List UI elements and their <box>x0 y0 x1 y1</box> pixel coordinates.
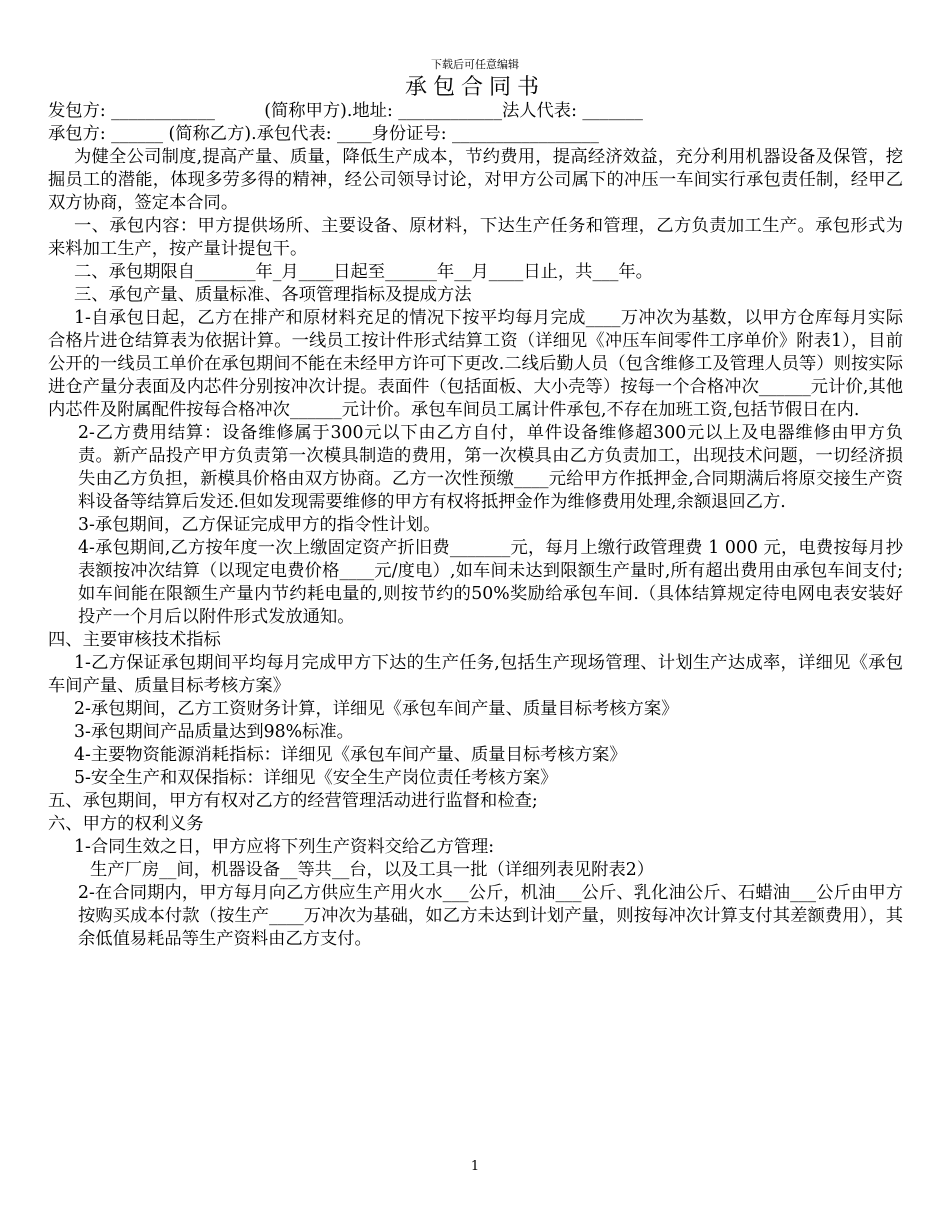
section-6-heading: 六、甲方的权利义务 <box>48 814 204 834</box>
clause-3-1: 1-自承包日起，乙方在排产和原材料充足的情况下按平均每月完成____万冲次为基数，以甲方仓库每月实际合格片进仓结算表为依据计算。一线员工按计件形式结算工资（详细见《冲压车间零件工序单价》附表1），目前公开的一线员工单价在承包期间不能在未经甲方许可下更改.二线后勤人员（包含维修工及管理人员等）则按实际进仓产量分表面及内芯件分别按冲次计提。表面件（包括面板、大小壳等）按每一个合格冲次______元计价,其他内芯件及附属配件按每合格冲次______元计价。承包车间员工属计件承包,不存在加班工资,包括节假日在内. <box>48 308 903 420</box>
preamble-paragraph: 为健全公司制度,提高产量、质量，降低生产成本，节约费用，提高经济效益，充分利用机器设备及保管，挖掘员工的潜能，体现多劳多得的精神，经公司领导讨论，对甲方公司属下的冲压一车间实行承包责任制，经甲乙双方协商，签定本合同。 <box>48 147 903 213</box>
page-number: 1 <box>470 1159 480 1174</box>
clause-3-2: 2-乙方费用结算：设备维修属于300元以下由乙方自付，单件设备维修超300元以上及电器维修由甲方负责。新产品投产甲方负责第一次模具制造的费用，第一次模具由乙方负责加工，出现技术问题，一切经济损失由乙方负担，新模具价格由双方协商。乙方一次性预缴____元给甲方作抵押金,合同期满后将原交接生产资料设备等结算后发还.但如发现需要维修的甲方有权将抵押金作为维修费用处理,余额退回乙方. <box>78 423 903 512</box>
clause-3-3: 3-承包期间，乙方保证完成甲方的指令性计划。 <box>78 515 441 535</box>
clause-4-4: 4-主要物资能源消耗指标：详细见《承包车间产量、质量目标考核方案》 <box>74 745 627 765</box>
clause-4-3: 3-承包期间产品质量达到98%标准。 <box>74 722 354 742</box>
section-3-heading: 三、承包产量、质量标准、各项管理指标及提成方法 <box>74 285 472 305</box>
clause-3-4: 4-承包期间,乙方按年度一次上缴固定资产折旧费_______元，每月上缴行政管理费 1 000 元，电费按每月抄表额按冲次结算（以现定电费价格____元/度电）,如车间未达到限额生产量时,所有超出费用由承包车间支付;如车间能在限额生产量内节约耗电量的,则按节约的50%奖励给承包车间.（具体结算规定待电网电表安装好投产一个月后以附件形式发放通知。 <box>78 538 903 627</box>
section-1-paragraph: 一、承包内容：甲方提供场所、主要设备、原材料，下达生产任务和管理，乙方负责加工生产。承包形式为来料加工生产，按产量计提包干。 <box>48 216 903 259</box>
section-5-heading: 五、承包期间，甲方有权对乙方的经营管理活动进行监督和检查; <box>48 791 538 811</box>
party-a-line: 发包方: ____________ (简称甲方).地址: ____________法人代表: _______ <box>48 101 643 121</box>
clause-6-2: 2-在合同期内，甲方每月向乙方供应生产用火水___公斤，机油___公斤、乳化油公斤、石蜡油___公斤由甲方按购买成本付款（按生产____万冲次为基础，如乙方未达到计划产量，则按每冲次计算支付其差额费用），其余低值易耗品等生产资料由乙方支付。 <box>78 883 903 949</box>
contract-body <box>48 100 903 951</box>
watermark-text: 下载后可任意编辑 <box>431 58 519 71</box>
clause-6-1-detail: 生产厂房__间，机器设备__等共__台，以及工具一批（详细列表见附表2） <box>90 860 654 880</box>
party-b-line: 承包方: ______ (简称乙方).承包代表: ____身份证号: _________________ <box>48 124 599 144</box>
page-title: 承包合同书 <box>404 75 545 100</box>
clause-4-2: 2-承包期间，乙方工资财务计算，详细见《承包车间产量、质量目标考核方案》 <box>74 699 679 719</box>
clause-4-5: 5-安全生产和双保指标：详细见《安全生产岗位责任考核方案》 <box>74 768 558 788</box>
section-4-heading: 四、主要审核技术指标 <box>48 630 221 650</box>
clause-6-1: 1-合同生效之日，甲方应将下列生产资料交给乙方管理: <box>74 837 495 857</box>
section-2-paragraph: 二、承包期限自_______年_月____日起至______年__月____日止，共___年。 <box>74 262 653 282</box>
clause-4-1: 1-乙方保证承包期间平均每月完成甲方下达的生产任务,包括生产现场管理、计划生产达成率，详细见《承包车间产量、质量目标考核方案》 <box>48 653 903 696</box>
